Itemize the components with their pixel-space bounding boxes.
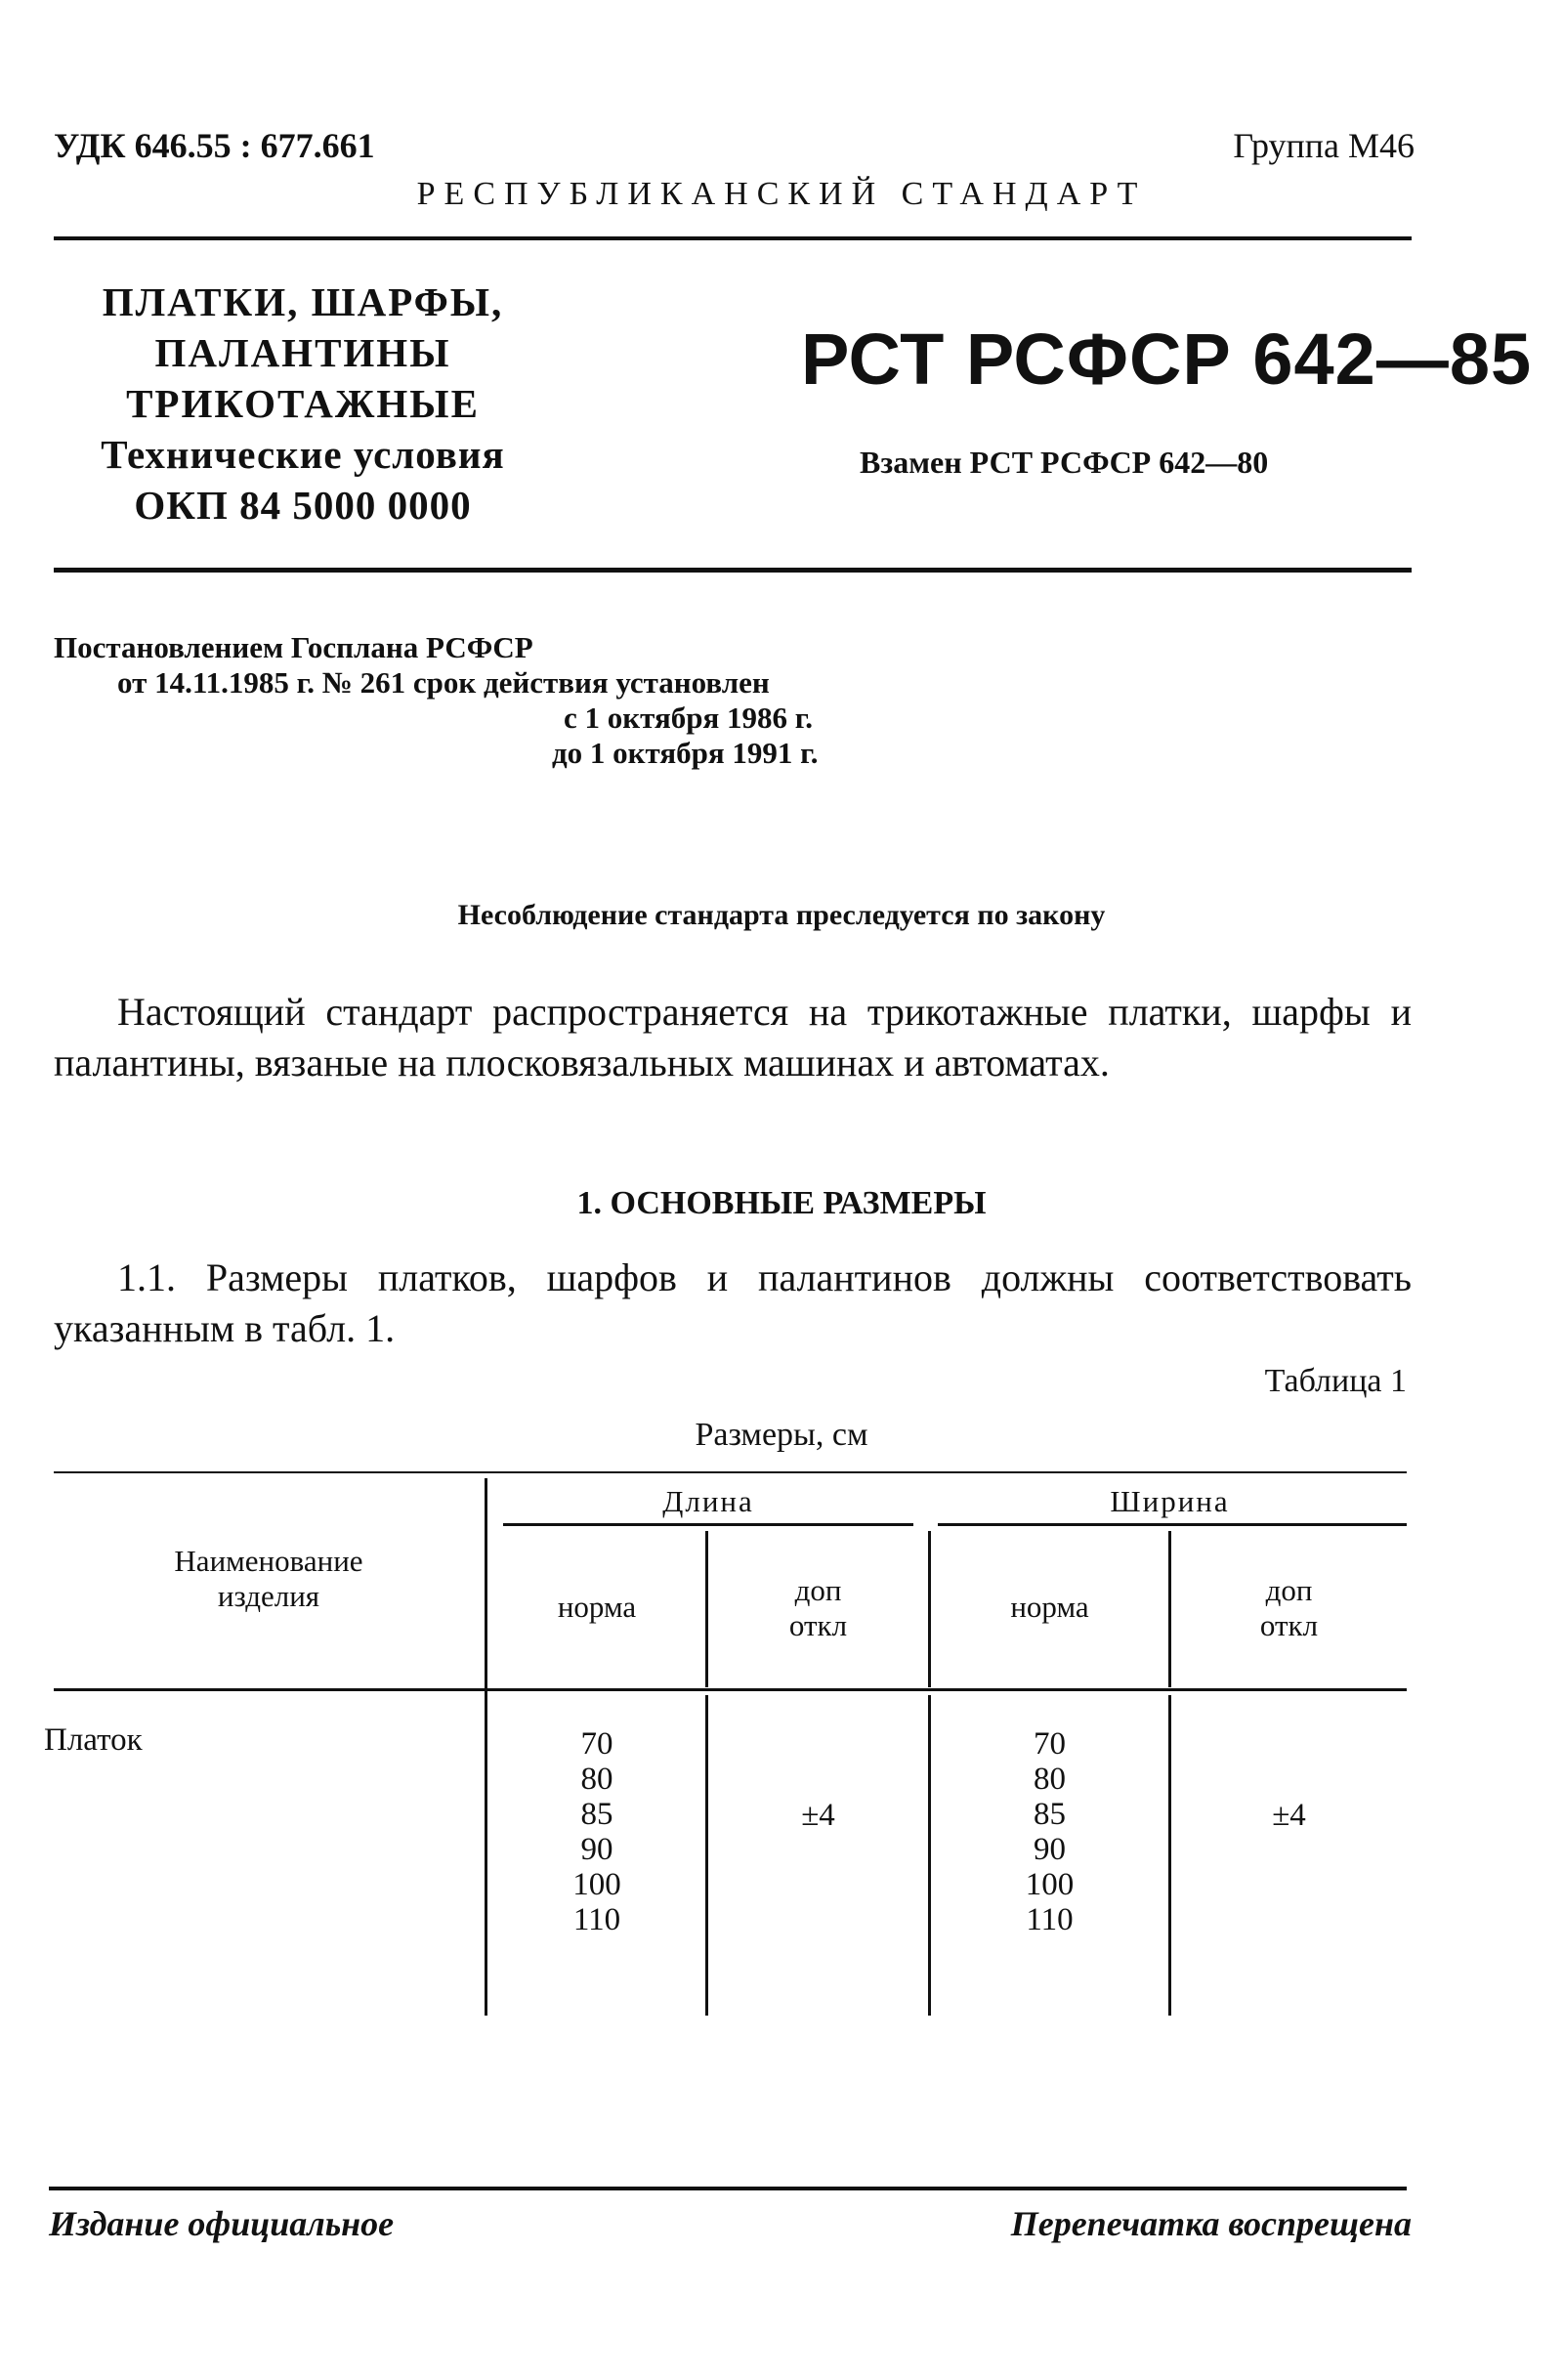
header-item-name	[54, 1544, 484, 1614]
length-value: 100	[572, 1867, 621, 1902]
header-item-name-line-1: Наименование	[174, 1544, 363, 1578]
republic-standard-caption: РЕСПУБЛИКАНСКИЙ СТАНДАРТ	[416, 176, 1147, 212]
header-item-name-line-2: изделия	[217, 1579, 320, 1613]
length-tolerance-value: ±4	[801, 1798, 835, 1833]
decree-line-4: до 1 октября 1991 г.	[552, 736, 819, 770]
row-item-name: Платок	[44, 1722, 143, 1758]
width-value: 80	[1034, 1762, 1066, 1797]
intro-paragraph: Настоящий стандарт распространяется на трикотажные платки, шарфы и палантины, вязаные на плосковязальных машинах и автоматах.	[54, 990, 1412, 1084]
table-top-rule	[54, 1471, 1407, 1473]
col-divider-name	[485, 1478, 487, 2016]
title-line-1: ПЛАТКИ, ШАРФЫ,	[102, 279, 504, 324]
col-divider-width-tol-body	[1168, 1695, 1171, 2016]
header-length-tolerance	[708, 1573, 928, 1643]
header-width-tolerance	[1171, 1573, 1407, 1643]
footer-reprint-prohibited: Перепечатка воспрещена	[1010, 2204, 1412, 2243]
title-subtitle: Технические условия	[101, 432, 505, 477]
header-length: Длина	[662, 1484, 754, 1518]
width-value: 100	[1025, 1867, 1075, 1902]
col-divider-length-tol-body	[705, 1695, 708, 2016]
header-rule	[54, 236, 1412, 240]
table-header-bottom-rule	[54, 1688, 1407, 1691]
footer-official-edition: Издание официальное	[49, 2204, 395, 2243]
standard-number: РСТ РСФСР 642—85	[801, 319, 1533, 400]
length-values	[488, 1726, 705, 1937]
table-units: Размеры, см	[695, 1417, 868, 1453]
section-title: 1. ОСНОВНЫЕ РАЗМЕРЫ	[576, 1185, 987, 1221]
okp-code: ОКП 84 5000 0000	[134, 483, 472, 528]
standard-replaces: Взамен РСТ РСФСР 642—80	[860, 445, 1269, 480]
width-value: 85	[1034, 1797, 1066, 1832]
legal-notice: Несоблюдение стандарта преследуется по закону	[457, 899, 1106, 931]
decree-block	[54, 630, 818, 771]
length-value: 85	[580, 1797, 613, 1832]
length-value: 110	[572, 1902, 621, 1937]
width-value: 90	[1034, 1832, 1066, 1867]
title-line-3: ТРИКОТАЖНЫЕ	[126, 381, 480, 426]
header-length-tolerance-line-2: откл	[788, 1608, 848, 1642]
title-rule	[54, 568, 1412, 573]
width-value: 110	[1026, 1902, 1074, 1937]
decree-line-1: Постановлением Госплана РСФСР	[54, 630, 533, 664]
length-group-rule	[503, 1523, 913, 1526]
udk-code: УДК 646.55 : 677.661	[54, 126, 375, 165]
header-width-tolerance-line-1: доп	[1265, 1573, 1313, 1607]
footer-rule	[49, 2187, 1407, 2190]
decree-line-3: с 1 октября 1986 г.	[564, 701, 814, 735]
header-width: Ширина	[1110, 1484, 1230, 1518]
group-code: Группа М46	[1233, 126, 1415, 165]
width-value: 70	[1034, 1726, 1066, 1762]
width-group-rule	[938, 1523, 1407, 1526]
header-length-norm: норма	[557, 1590, 637, 1624]
header-width-norm: норма	[1010, 1590, 1089, 1624]
header-length-tolerance-line-1: доп	[794, 1573, 842, 1607]
clause-1-1: 1.1. Размеры платков, шарфов и палантинов должны соответствовать указанным в табл. 1.	[54, 1255, 1412, 1350]
title-line-2: ПАЛАНТИНЫ	[154, 330, 451, 375]
table-label: Таблица 1	[1264, 1363, 1407, 1399]
header-width-tolerance-line-2: откл	[1259, 1608, 1319, 1642]
width-tolerance-value: ±4	[1272, 1798, 1306, 1833]
decree-line-2: от 14.11.1985 г. № 261 срок действия установлен	[117, 665, 770, 700]
length-value: 90	[580, 1832, 613, 1867]
length-value: 70	[580, 1726, 613, 1762]
length-value: 80	[580, 1762, 613, 1797]
document-title	[39, 276, 567, 531]
width-values	[931, 1726, 1168, 1937]
